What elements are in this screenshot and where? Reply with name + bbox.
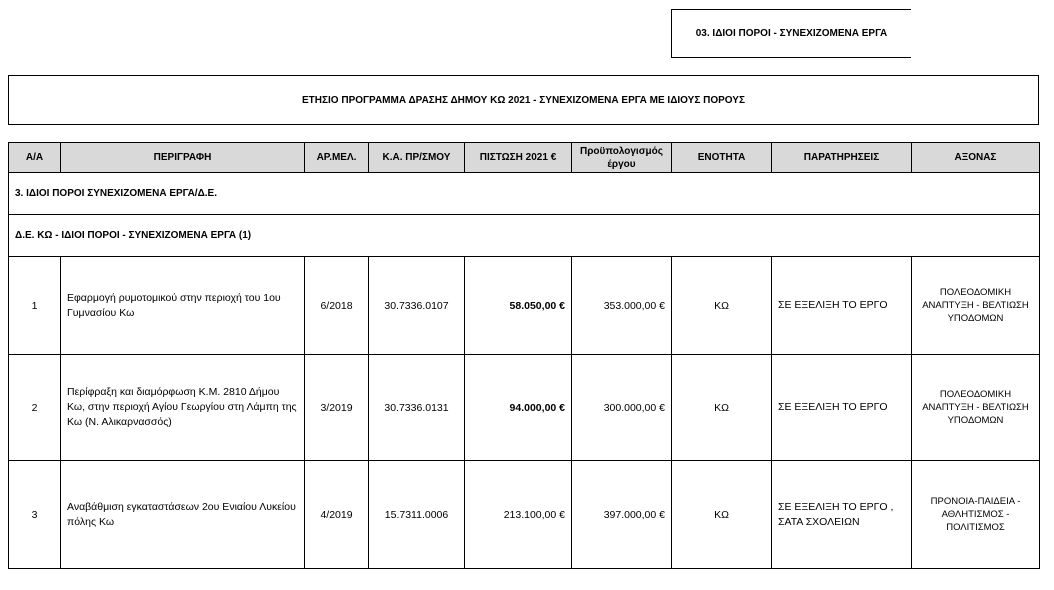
subsection-row bbox=[9, 215, 1040, 257]
row-unit: ΚΩ bbox=[672, 257, 772, 355]
row-remarks: ΣΕ ΕΞΕΛΙΞΗ ΤΟ ΕΡΓΟ bbox=[772, 257, 912, 355]
table-row bbox=[9, 257, 1040, 355]
row-ka: 30.7336.0107 bbox=[369, 257, 465, 355]
row-credit: 94.000,00 € bbox=[465, 355, 572, 461]
row-ka: 30.7336.0131 bbox=[369, 355, 465, 461]
row-description: Εφαρμογή ρυμοτομικού στην περιοχή του 1ου Γυμνασίου Κω bbox=[61, 257, 305, 355]
header-budget: Προϋπολογισμός έργου bbox=[572, 143, 672, 173]
row-credit: 58.050,00 € bbox=[465, 257, 572, 355]
row-budget: 300.000,00 € bbox=[572, 355, 672, 461]
header-aa: Α/Α bbox=[9, 143, 61, 173]
header-credit: ΠΙΣΤΩΣΗ 2021 € bbox=[465, 143, 572, 173]
header-description: ΠΕΡΙΓΡΑΦΗ bbox=[61, 143, 305, 173]
row-ar-mel: 3/2019 bbox=[305, 355, 369, 461]
row-remarks: ΣΕ ΕΞΕΛΙΞΗ ΤΟ ΕΡΓΟ bbox=[772, 355, 912, 461]
header-unit: ΕΝΟΤΗΤΑ bbox=[672, 143, 772, 173]
row-budget: 353.000,00 € bbox=[572, 257, 672, 355]
row-remarks: ΣΕ ΕΞΕΛΙΞΗ ΤΟ ΕΡΓΟ , ΣΑΤΑ ΣΧΟΛΕΙΩΝ bbox=[772, 461, 912, 569]
header-ka: Κ.Α. ΠΡ/ΣΜΟΥ bbox=[369, 143, 465, 173]
document-title: ΕΤΗΣΙΟ ΠΡΟΓΡΑΜΜΑ ΔΡΑΣΗΣ ΔΗΜΟΥ ΚΩ 2021 - ΣΥΝΕΧΙΖΟΜΕΝΑ ΕΡΓΑ ΜΕ ΙΔΙΟΥΣ ΠΟΡΟΥΣ bbox=[8, 75, 1039, 125]
document-code-label: 03. ΙΔΙΟΙ ΠΟΡΟΙ - ΣΥΝΕΧΙΖΟΜΕΝΑ ΕΡΓΑ bbox=[671, 9, 911, 58]
header-axis: ΑΞΟΝΑΣ bbox=[912, 143, 1040, 173]
row-unit: ΚΩ bbox=[672, 355, 772, 461]
projects-table bbox=[8, 142, 1040, 569]
section-row bbox=[9, 173, 1040, 215]
row-aa: 2 bbox=[9, 355, 61, 461]
subsection-title: Δ.Ε. ΚΩ - ΙΔΙΟΙ ΠΟΡΟΙ - ΣΥΝΕΧΙΖΟΜΕΝΑ ΕΡΓΑ (1) bbox=[9, 215, 1040, 257]
table-row bbox=[9, 461, 1040, 569]
row-ar-mel: 4/2019 bbox=[305, 461, 369, 569]
row-ka: 15.7311.0006 bbox=[369, 461, 465, 569]
row-description: Αναβάθμιση εγκαταστάσεων 2ου Ενιαίου Λυκείου πόλης Κω bbox=[61, 461, 305, 569]
row-credit: 213.100,00 € bbox=[465, 461, 572, 569]
table-header-row bbox=[9, 143, 1040, 173]
row-axis: ΠΟΛΕΟΔΟΜΙΚΗ ΑΝΑΠΤΥΞΗ - ΒΕΛΤΙΩΣΗ ΥΠΟΔΟΜΩΝ bbox=[912, 355, 1040, 461]
row-unit: ΚΩ bbox=[672, 461, 772, 569]
row-ar-mel: 6/2018 bbox=[305, 257, 369, 355]
row-aa: 1 bbox=[9, 257, 61, 355]
table-row bbox=[9, 355, 1040, 461]
row-budget: 397.000,00 € bbox=[572, 461, 672, 569]
row-description: Περίφραξη και διαμόρφωση Κ.Μ. 2810 Δήμου Κω, στην περιοχή Αγίου Γεωργίου στη Λάμπη της Κω (Ν. Αλικαρνασσός) bbox=[61, 355, 305, 461]
section-title: 3. ΙΔΙΟΙ ΠΟΡΟΙ ΣΥΝΕΧΙΖΟΜΕΝΑ ΕΡΓΑ/Δ.Ε. bbox=[9, 173, 1040, 215]
row-aa: 3 bbox=[9, 461, 61, 569]
row-axis: ΠΟΛΕΟΔΟΜΙΚΗ ΑΝΑΠΤΥΞΗ - ΒΕΛΤΙΩΣΗ ΥΠΟΔΟΜΩΝ bbox=[912, 257, 1040, 355]
header-ar-mel: ΑΡ.ΜΕΛ. bbox=[305, 143, 369, 173]
header-remarks: ΠΑΡΑΤΗΡΗΣΕΙΣ bbox=[772, 143, 912, 173]
row-axis: ΠΡΟΝΟΙΑ-ΠΑΙΔΕΙΑ - ΑΘΛΗΤΙΣΜΟΣ - ΠΟΛΙΤΙΣΜΟΣ bbox=[912, 461, 1040, 569]
